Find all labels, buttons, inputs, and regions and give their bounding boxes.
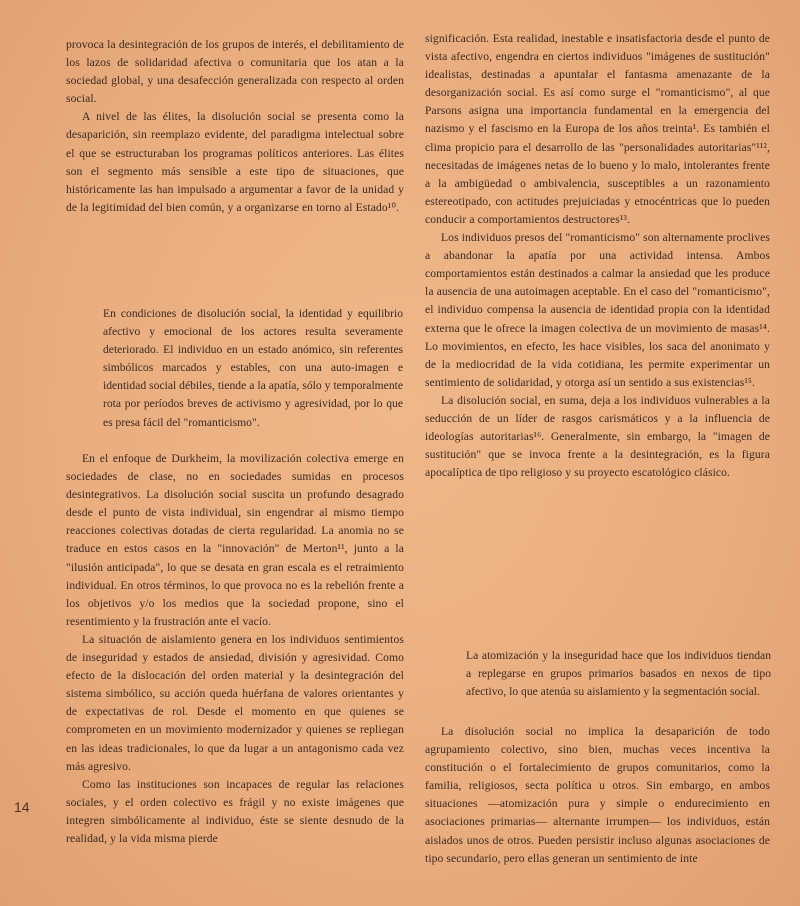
page-number: 14 [14, 799, 30, 815]
right-column-top [425, 30, 770, 482]
paragraph: La disolución social no implica la desaparición de todo agrupamiento colectivo, sino bien, muchas veces incentiva la constitución o el fortalecimiento de grupos comunitarios, como la familia, religiosos, secta política u otros. Sin embargo, en ambos situaciones —atomización pura y simple o endurecimiento en asociaciones primarias— alternante irrumpen— los individuos, están aislados unos de otros. Pueden persistir incluso algunas asociaciones de tipo secundario, pero ellas generan un sentimiento de inte [425, 725, 770, 865]
highlighted-quote: En condiciones de disolución social, la identidad y equilibrio afectivo y emocional de los actores resulta severamente deteriorado. El individuo en un estado anómico, sin referentes simbólicos marcados y estables, con una auto-imagen e identidad social débiles, tiende a la apatía, sólo y temporalmente rota por períodos breves de activismo y agresividad, por lo que es presa fácil del "romanticismo". [103, 307, 403, 429]
paragraph: significación. Esta realidad, inestable e insatisfactoria desde el punto de vista afectivo, engendra en ciertos individuos "imágenes de sustitución" idealistas, destinadas a apuntalar el fantasma amenazante de la desorganización social. Es así como surge el "romanticismo", al que Parsons asigna una importancia fundamental en la emergencia del nazismo y el fascismo en la Europa de los años treinta¹. Es también el clima propicio para el desarrollo de las "personalidades autoritarias"¹¹², necesitadas de imágenes netas de lo bueno y lo malo, intolerantes frente a la ambigüedad o ambivalencia, susceptibles a un razonamiento estereotipado, con actitudes prejuiciadas y etnocéntricas que lo pueden conducir a comportamientos destructores¹³. [425, 32, 770, 226]
paragraph: A nivel de las élites, la disolución social se presenta como la desaparición, sin reemplazo evidente, del paradigma intelectual sobre el que se estructuraban los programas políticos anteriores. Las élites son el segmento más sensible a este tipo de situaciones, que históricamente las han impulsado a argumentar a favor de la unidad y de la legitimidad del bien común, y a organizarse en torno al Estado¹⁰. [66, 110, 404, 214]
paragraph: La disolución social, en suma, deja a los individuos vulnerables a la seducción de un líder de rasgos carismáticos y a la influencia de ideologías autoritarias¹⁶. Generalmente, sin embargo, la "imagen de sustitución" que se invoca frente a la desintegración, es la figura apocalíptica de tipo religioso y su proyecto escatológico clásico. [425, 393, 770, 480]
paragraph: La situación de aislamiento genera en los individuos sentimientos de inseguridad y estados de ansiedad, división y agresividad. Como efecto de la dislocación del orden material y la desintegración del sistema simbólico, su acción queda huérfana de valores orientantes y de expectativas de rol. Desde el momento en que quienes se comprometen en un movimiento modernizador y quienes se repliegan en las ideas tradicionales, lo que da lugar a un antagonismo cada vez más agresivo. [66, 632, 404, 773]
paragraph: Como las instituciones son incapaces de regular las relaciones sociales, y el orden colectivo es frágil y no existe imágenes que integren simbólicamente al individuo, éste se siente desnudo de la realidad, y la vida misma pierde [66, 777, 404, 845]
left-column-top [66, 36, 404, 217]
paragraph: provoca la desintegración de los grupos de interés, el debilitamiento de los lazos de solidaridad afectiva o comunitaria que los atan a la sociedad global, y una desafección generalizada con respecto al orden social. [66, 38, 404, 106]
left-column-bottom [66, 450, 404, 848]
paragraph: Los individuos presos del "romanticismo" son alternamente proclives a abandonar la apatía por una actividad intensa. Ambos comportamientos están destinados a calmar la ansiedad que les produce la ausencia de una autoimagen aceptable. En el caso del "romanticismo", el individuo compensa la ausencia de identidad propia con la identidad externa que le ofrece la imagen colectiva de un movimiento de masas¹⁴. Lo movimientos, en efecto, les hace visibles, los saca del anonimato y de la mediocridad de la vida cotidiana, les permite experimentar un sentimiento de solidaridad, y otorga así un sentido a sus existencias¹⁵. [425, 231, 770, 389]
highlighted-quote: La atomización y la inseguridad hace que los individuos tiendan a replegarse en grupos primarios basados en nexos de tipo afectivo, lo que atenúa su aislamiento y la segmentación social. [466, 649, 771, 699]
paragraph: En el enfoque de Durkheim, la movilización colectiva emerge en sociedades de clase, no en sociedades sumidas en procesos desintegrativos. La disolución social suscita un profundo desagrado desde el punto de vista individual, sin engendrar al mismo tiempo reacciones colectivas dotadas de cierta regularidad. La anomia no se traduce en estos casos en la "innovación" de Merton¹¹, junto a la "ilusión anticipada", lo que se desata en gran escala es el retraimiento individual. En otros términos, lo que provoca no es la rebelión frente a los objetivos y/o los medios que la sociedad propone, sino el resentimiento y la frustración ante el vacío. [66, 452, 404, 628]
right-column-bottom [425, 723, 770, 868]
